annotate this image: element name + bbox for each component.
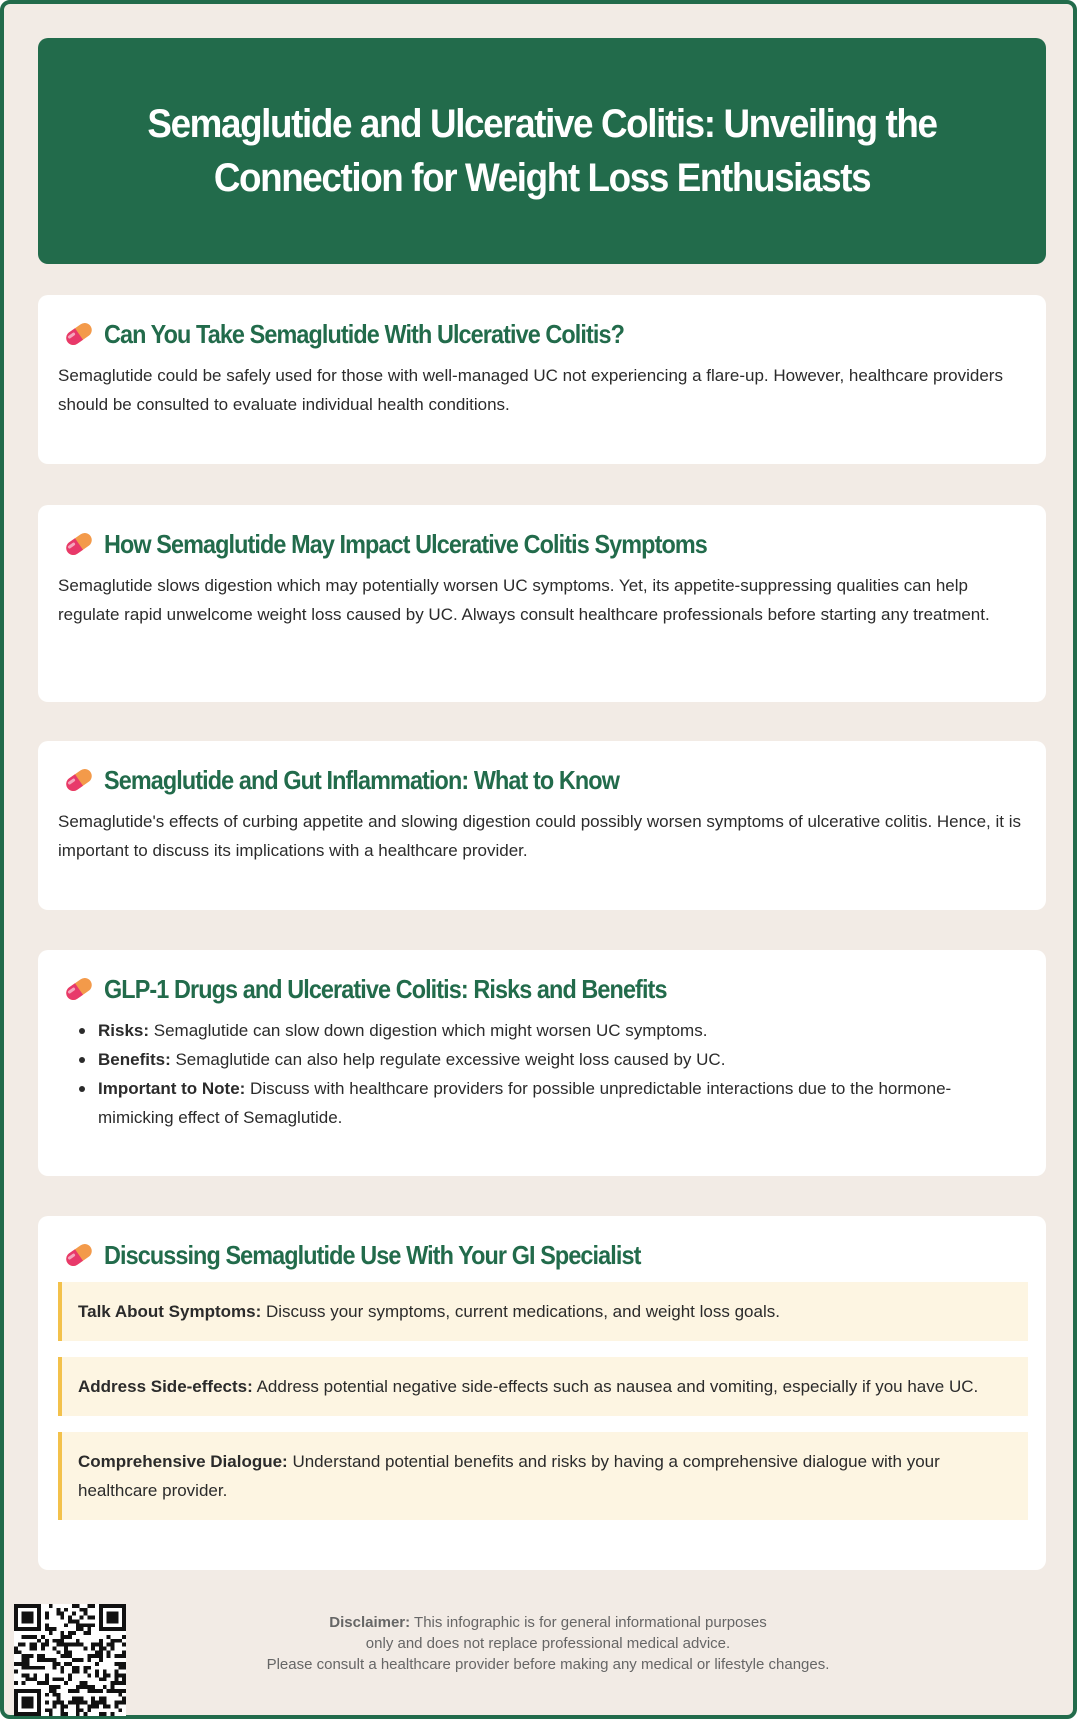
section-card-gut-inflammation <box>38 741 1046 910</box>
list-item <box>98 1045 1026 1074</box>
list-item <box>98 1074 1026 1132</box>
list-item-label: Benefits: <box>98 1050 171 1069</box>
section-title: How Semaglutide May Impact Ulcerative Colitis Symptoms <box>104 528 707 559</box>
section-title: Discussing Semaglutide Use With Your GI Specialist <box>104 1239 641 1270</box>
disclaimer-label: Disclaimer: <box>329 1614 411 1631</box>
section-title: GLP-1 Drugs and Ulcerative Colitis: Risks and Benefits <box>104 973 667 1004</box>
disclaimer-line-3: Please consult a healthcare provider before making any medical or lifestyle changes. <box>266 1656 830 1673</box>
list-item-text: Discuss with healthcare providers for possible unpredictable interactions due to the hormone-mimicking effect of Semaglutide. <box>98 1079 952 1127</box>
pill-icon <box>58 1238 104 1272</box>
tip-text: Understand potential benefits and risks by having a comprehensive dialogue with your healthcare provider. <box>78 1452 940 1500</box>
section-body: Semaglutide slows digestion which may potentially worsen UC symptoms. Yet, its appetite-suppressing qualities can help regulate rapid unwelcome weight loss caused by UC. Always consult healthcare professionals before starting any treatment. <box>58 576 990 624</box>
page-title: Semaglutide and Ulcerative Colitis: Unveiling the Connection for Weight Loss Enthusiasts <box>147 102 937 200</box>
section-header <box>58 1238 1028 1272</box>
tip-box <box>58 1357 1028 1416</box>
section-title: Semaglutide and Gut Inflammation: What to Know <box>104 764 619 795</box>
section-card-take-with-uc <box>38 295 1046 464</box>
pill-icon <box>58 527 104 561</box>
disclaimer-line-1: This infographic is for general informational purposes <box>410 1614 767 1631</box>
footer <box>8 1600 1077 1719</box>
section-body: Semaglutide could be safely used for those with well-managed UC not experiencing a flare-up. However, healthcare providers should be consulted to evaluate individual health conditions. <box>58 366 1003 414</box>
pill-icon <box>58 972 104 1006</box>
list-item <box>98 1016 1026 1045</box>
tip-box <box>58 1432 1028 1520</box>
tip-box <box>58 1282 1028 1341</box>
section-header <box>58 527 1026 561</box>
section-card-risks-benefits <box>38 950 1046 1176</box>
section-header <box>58 317 1026 351</box>
section-title: Can You Take Semaglutide With Ulcerative Colitis? <box>104 318 625 349</box>
tip-text: Address potential negative side-effects such as nausea and vomiting, especially if you have UC. <box>252 1377 979 1396</box>
tip-label: Talk About Symptoms: <box>78 1302 262 1321</box>
list-item-label: Important to Note: <box>98 1079 246 1098</box>
tip-text: Discuss your symptoms, current medications, and weight loss goals. <box>261 1302 780 1321</box>
disclaimer <box>168 1612 928 1675</box>
section-header <box>58 972 1026 1006</box>
tip-label: Address Side-effects: <box>78 1377 253 1396</box>
qr-code-icon[interactable] <box>14 1604 126 1716</box>
pill-icon <box>58 317 104 351</box>
tip-label: Comprehensive Dialogue: <box>78 1452 288 1471</box>
risk-benefit-list <box>58 1016 1026 1132</box>
list-item-text: Semaglutide can also help regulate excessive weight loss caused by UC. <box>170 1050 726 1069</box>
disclaimer-line-2: only and does not replace professional medical advice. <box>365 1635 731 1652</box>
section-card-gi-specialist <box>38 1216 1046 1570</box>
list-item-label: Risks: <box>98 1021 150 1040</box>
list-item-text: Semaglutide can slow down digestion which might worsen UC symptoms. <box>149 1021 708 1040</box>
section-header <box>58 763 1026 797</box>
section-body: Semaglutide's effects of curbing appetite and slowing digestion could possibly worsen symptoms of ulcerative colitis. Hence, it is important to discuss its implications with a healthcare provider. <box>58 812 1021 860</box>
pill-icon <box>58 763 104 797</box>
section-card-impact-symptoms <box>38 505 1046 702</box>
header-banner <box>38 38 1046 264</box>
